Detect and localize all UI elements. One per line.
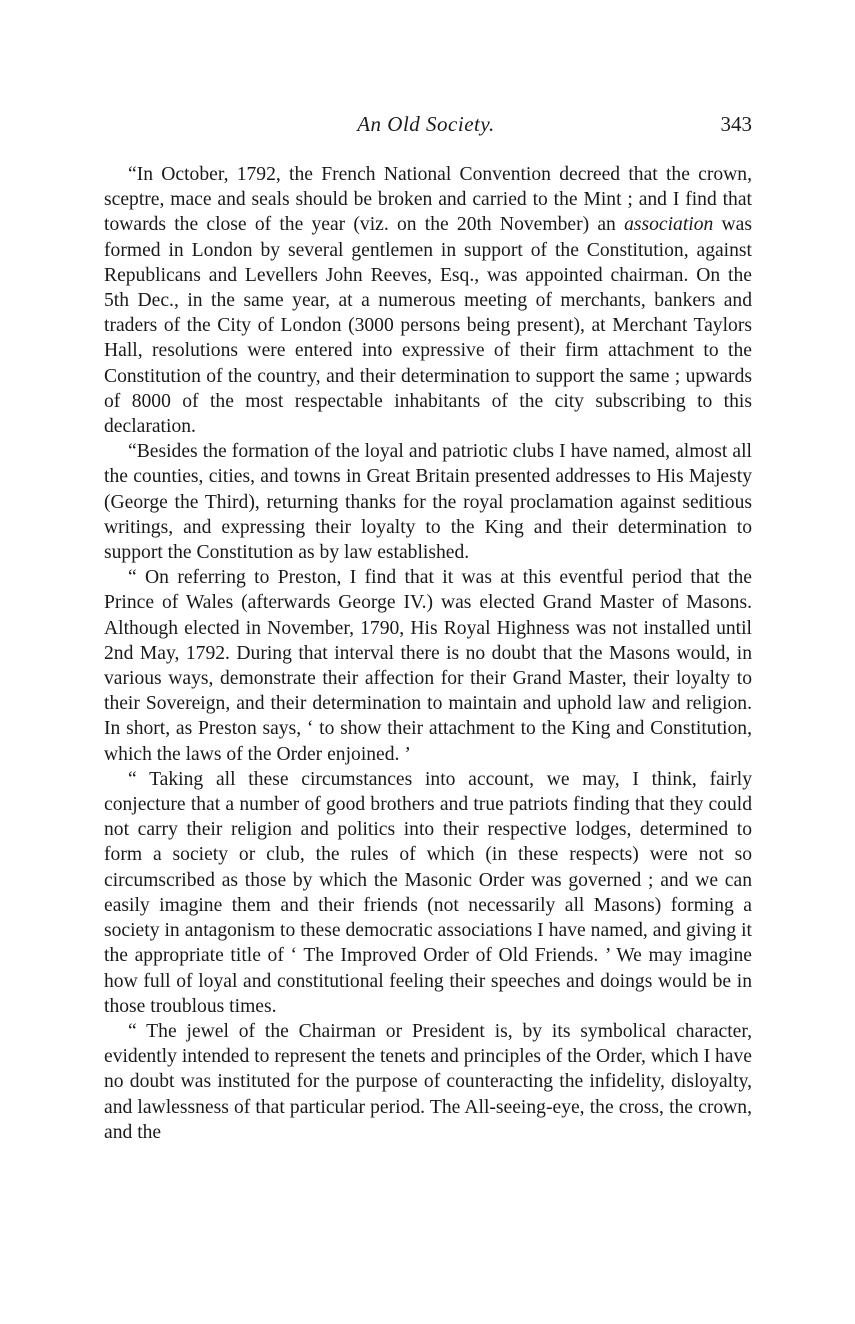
- running-title: An Old Society.: [357, 112, 495, 136]
- running-header: [100, 112, 752, 142]
- page-number: 343: [720, 112, 752, 136]
- paragraph-3: “ On referring to Preston, I find that it was at this eventful period that the Prince of Wales (afterwards George IV.) was elected Grand Master of Masons. Although elected in November, 1790, His Royal Highness was not installed until 2nd May, 1792. During that interval there is no doubt that the Masons would, in various ways, demonstrate their affection for their Grand Master, their loyalty to their Sovereign, and their determination to maintain and uphold law and religion. In short, as Preston says, ‘ to show their attachment to the King and Constitution, which the laws of the Order enjoined. ’: [104, 567, 752, 765]
- paragraph-1-text-after: was formed in London by several gentlemen in support of the Constitution, against Republicans and Levellers John Reeves, Esq., was appointed chairman. On the 5th Dec., in the same year, at a numerous meeting of merchants, bankers and traders of the City of London (3000 persons being present), at Merchant Taylors Hall, resolutions were entered into expressive of their firm attachment to the Constitution of the country, and their determination to support the same ; upwards of 8000 of the most respectable inhabitants of the city subscribing to this declaration.: [104, 214, 752, 438]
- paragraph-1: [104, 162, 752, 439]
- italic-association: association: [624, 214, 714, 236]
- body-text: [104, 162, 752, 1145]
- paragraph-4: “ Taking all these circumstances into account, we may, I think, fairly conjecture that a number of good brothers and true patriots finding that they could not carry their religion and politics into their respective lodges, determined to form a society or club, the rules of which (in these respects) were not so circumscribed as those by which the Masonic Order was governed ; and we can easily imagine them and their friends (not necessarily all Masons) forming a society in antagonism to these democratic associations I have named, and giving it the appropriate title of ‘ The Improved Order of Old Friends. ’ We may imagine how full of loyal and constitutional feeling their speeches and doings would be in those troublous times.: [104, 768, 752, 1017]
- paragraph-1-text-before: “In October, 1792, the French National Convention decreed that the crown, sceptre, mace and seals should be broken and carried to the Mint ; and I find that towards the close of the year (viz. on the 20th November) an: [104, 164, 752, 236]
- paragraph-2: “Besides the formation of the loyal and patriotic clubs I have named, almost all the counties, cities, and towns in Great Britain presented addresses to His Majesty (George the Third), returning thanks for the royal proclamation against seditious writings, and expressing their loyalty to the King and their determination to support the Constitution as by law established.: [104, 441, 752, 564]
- paragraph-5: “ The jewel of the Chairman or President is, by its symbolical character, evidently intended to represent the tenets and principles of the Order, which I have no doubt was instituted for the purpose of counteracting the infidelity, disloyalty, and lawlessness of that particular period. The All-seeing-eye, the cross, the crown, and the: [104, 1020, 752, 1143]
